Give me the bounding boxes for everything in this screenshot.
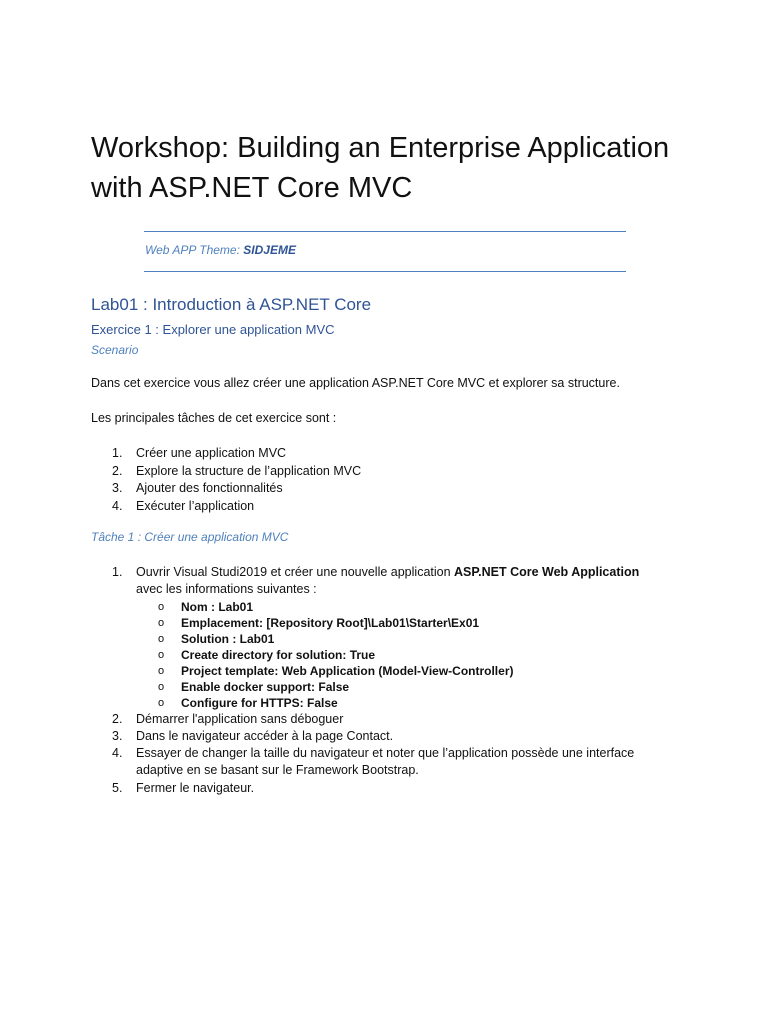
item-text: Créer une application MVC — [136, 446, 287, 460]
lab-heading: Lab01 : Introduction à ASP.NET Core — [91, 295, 372, 314]
item-number: 4. — [112, 498, 123, 513]
sub-label: Solution : — [181, 631, 240, 646]
step-item — [112, 780, 652, 797]
tasks-intro: Les principales tâches de cet exercice sont : — [91, 411, 337, 425]
item-text: Ajouter des fonctionnalités — [136, 481, 283, 495]
sub-value: True — [349, 647, 376, 662]
list-item — [112, 463, 361, 481]
task1-heading: Tâche 1 : Créer une application MVC — [91, 530, 289, 544]
bullet-icon: o — [158, 680, 165, 693]
sub-value: Lab01 — [218, 599, 254, 614]
sub-label: Enable docker support: — [181, 679, 319, 694]
list-item — [112, 498, 361, 516]
sub-item — [158, 599, 652, 615]
task-list — [112, 445, 361, 515]
step-text: Dans le navigateur accéder à la page Contact. — [136, 728, 394, 743]
bullet-icon: o — [158, 648, 165, 661]
step-text: Essayer de changer la taille du navigateur et noter que l’application possède une interface adaptive en se basant sur le Framework Bootstrap. — [136, 746, 635, 778]
item-number: 2. — [112, 463, 123, 478]
sub-item — [158, 615, 652, 631]
sub-value: Lab01 — [239, 631, 275, 646]
theme-value: SIDJEME — [243, 243, 296, 257]
item-text: Exécuter l’application — [136, 498, 255, 513]
step-bold-text: ASP.NET Core Web Application — [454, 565, 640, 579]
top-divider — [144, 231, 626, 232]
exercise-heading: Exercice 1 : Explorer une application MVC — [91, 322, 335, 337]
theme-label: Web APP Theme: — [145, 243, 240, 257]
bullet-icon: o — [158, 696, 165, 709]
step-number: 3. — [112, 728, 123, 743]
step-number: 5. — [112, 780, 123, 795]
sub-label: Emplacement: — [181, 615, 267, 630]
sub-value: False — [318, 679, 350, 694]
step-number: 4. — [112, 746, 123, 761]
item-text: Explore la structure de l’application MVC — [136, 463, 362, 478]
list-item — [112, 445, 361, 463]
bottom-divider — [144, 271, 626, 272]
sub-item — [158, 695, 652, 711]
sub-label: Project template: — [181, 663, 282, 678]
step-list — [112, 564, 652, 797]
step-item — [112, 564, 652, 711]
scenario-label: Scenario — [91, 343, 139, 357]
list-item — [112, 480, 361, 498]
step-text-cont: avec les informations suivantes : — [136, 582, 317, 597]
item-number: 1. — [112, 446, 123, 460]
intro-paragraph: Dans cet exercice vous allez créer une application ASP.NET Core MVC et explorer sa structure. — [91, 376, 620, 390]
item-number: 3. — [112, 481, 123, 495]
sub-item — [158, 647, 652, 663]
sub-value: False — [307, 695, 338, 710]
sub-item — [158, 679, 652, 695]
step-text: Fermer le navigateur. — [136, 780, 255, 795]
document-title: Workshop: Building an Enterprise Application with ASP.NET Core MVC — [91, 132, 670, 204]
bullet-icon: o — [158, 616, 165, 629]
step-item — [112, 728, 652, 745]
sub-list — [136, 599, 652, 711]
theme-line — [145, 243, 296, 257]
step-item — [112, 745, 652, 780]
step-item — [112, 711, 652, 728]
sub-label: Configure for HTTPS: — [181, 695, 307, 710]
sub-label: Create directory for solution: — [181, 647, 350, 662]
step-number: 2. — [112, 711, 123, 726]
bullet-icon: o — [158, 600, 165, 613]
sub-item — [158, 631, 652, 647]
sub-label: Nom : — [181, 599, 219, 614]
bullet-icon: o — [158, 664, 165, 677]
step-text: Ouvrir Visual Studi2019 et créer une nouvelle application — [136, 565, 455, 579]
step-text: Démarrer l'application sans déboguer — [136, 711, 344, 726]
step-number: 1. — [112, 565, 123, 579]
bullet-icon: o — [158, 632, 165, 645]
sub-value: [Repository Root]\Lab01\Starter\Ex01 — [266, 615, 480, 630]
sub-item — [158, 663, 652, 679]
sub-value: Web Application (Model-View-Controller) — [281, 663, 514, 678]
